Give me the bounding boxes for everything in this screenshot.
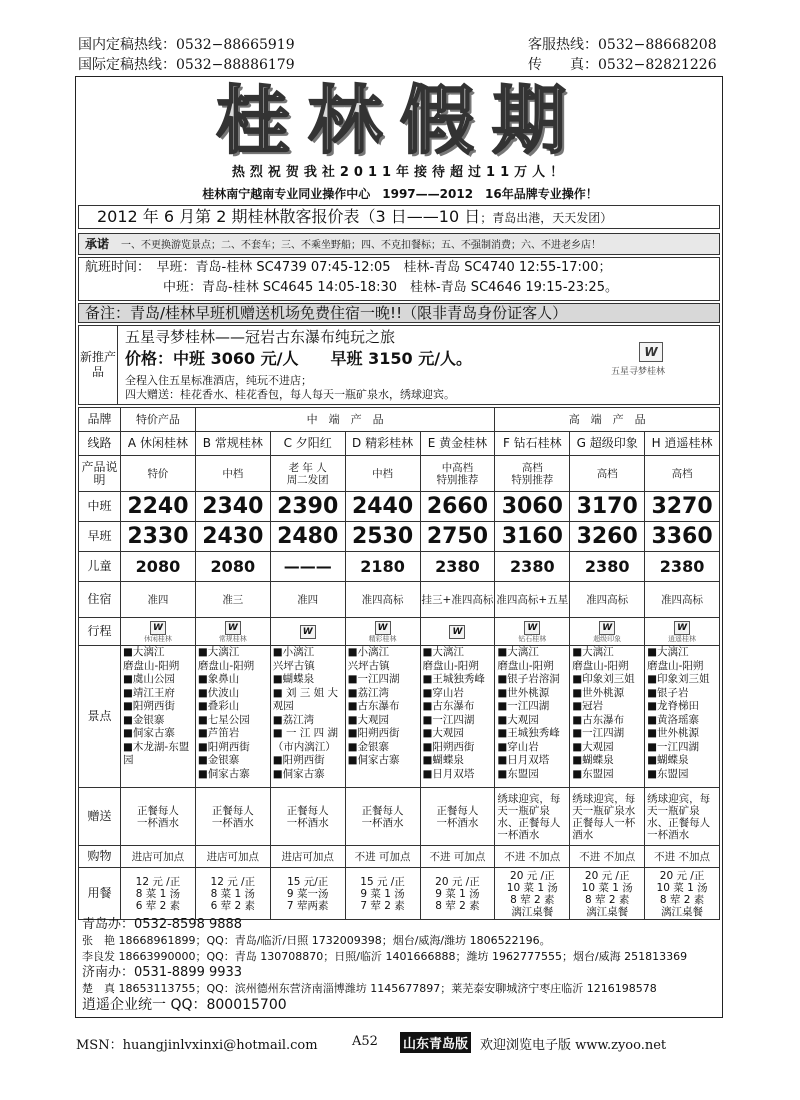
brand-high: 高 端 产 品: [495, 408, 720, 432]
child-price: 2080: [195, 552, 270, 582]
header: [0, 0, 800, 76]
route-name: C 夕阳红: [270, 432, 345, 456]
brand-mid: 中 端 产 品: [195, 408, 495, 432]
itinerary-cell[interactable]: [645, 618, 720, 646]
period-heading: [78, 205, 720, 229]
early-flight-label: 早班: [79, 522, 121, 552]
edition-badge: 山东青岛版: [400, 1032, 471, 1053]
itinerary-doc-icon[interactable]: W: [375, 621, 391, 635]
child-price: 2380: [645, 552, 720, 582]
meal-standard: 20 元 /正 9 菜 1 汤 8 荤 2 素: [420, 868, 495, 920]
child-price: 2380: [495, 552, 570, 582]
product-description: 高档: [645, 456, 720, 492]
itinerary-caption: 休闲桂林: [143, 635, 172, 643]
note-bar: 备注：青岛/桂林早班机赠送机场免费住宿一晚!!（限非青岛身份证客人）: [78, 303, 720, 323]
period-note: ；青岛出港，天天发团）: [480, 211, 613, 225]
shopping-policy: 进店可加点: [195, 846, 270, 868]
route-name: D 精彩桂林: [345, 432, 420, 456]
operation-center: 桂林南宁越南专业同业操作中心 1997——2012 16年品牌专业操作！: [202, 187, 598, 201]
attraction-list: ■大漓江 磨盘山-阳朔 ■象鼻山 ■伏波山 ■叠彩山 ■七星公园 ■芦笛岩 ■阳朔西街 ■金银寨 ■侗家古寨: [195, 646, 270, 788]
mid-flight-price: 2440: [345, 492, 420, 522]
attraction-list: ■小漓江 兴坪古镇 ■蝴蝶泉 ■ 刘 三 姐 大观园 ■荔江湾 ■ 一 江 四 湖（市内漓江） ■阳朔西街 ■侗家古寨: [270, 646, 345, 788]
shopping-policy: 不进 不加点: [645, 846, 720, 868]
itinerary-cell[interactable]: [121, 618, 196, 646]
footer: [0, 1030, 800, 1054]
child-price: 2380: [570, 552, 645, 582]
flight-times: [78, 257, 720, 301]
route-name: E 黄金桂林: [420, 432, 495, 456]
attraction-list: ■大漓江 磨盘山-阳朔 ■银子岩溶洞 ■世外桃源 ■一江四湖 ■大观园 ■王城独秀峰 ■穿山岩 ■日月双塔 ■东盟园: [495, 646, 570, 788]
meal-standard: 12 元 /正 8 菜 1 汤 6 荤 2 素: [121, 868, 196, 920]
early-flight-price: 2750: [420, 522, 495, 552]
hotel-grade: 准四高标: [645, 582, 720, 618]
new-product-price: 价格：中班 3060 元/人 早班 3150 元/人。: [125, 349, 473, 368]
mid-flight-price: 2390: [270, 492, 345, 522]
hotel-row: [79, 582, 720, 618]
itinerary-caption: 钻石桂林: [518, 635, 547, 643]
gift-detail: 正餐每人 一杯酒水: [270, 788, 345, 846]
product-description: 高档 特别推荐: [495, 456, 570, 492]
fax: 传 真：0532−82821226: [528, 57, 717, 73]
mid-flight-price: 3170: [570, 492, 645, 522]
route-label: 线路: [79, 432, 121, 456]
child-price: 2080: [121, 552, 196, 582]
attractions-row: [79, 646, 720, 788]
new-product-panel: [78, 325, 720, 405]
jinan-contact: 楚 真 18653113755；QQ：滨州德州东营济南淄博潍坊 1145677897；莱芜泰安聊城济宁枣庄临沂 1216198578: [82, 982, 657, 995]
meal-standard: 12 元 /正 8 菜 1 汤 6 荤 2 素: [195, 868, 270, 920]
contacts: [82, 917, 718, 1013]
product-description: 中档: [345, 456, 420, 492]
early-flight-price: 3160: [495, 522, 570, 552]
page-title: 桂林假期: [216, 78, 584, 164]
gift-detail: 正餐每人 一杯酒水: [195, 788, 270, 846]
price-sheet: [75, 76, 723, 1018]
product-description: 老 年 人 周二发团: [270, 456, 345, 492]
itinerary-cell[interactable]: [195, 618, 270, 646]
itinerary-caption: 超级印象: [593, 635, 622, 643]
itinerary-doc-icon[interactable]: W: [674, 621, 690, 635]
jinan-office: 济南办：0531-8899 9933: [82, 965, 243, 980]
page-number: A52: [352, 1034, 378, 1049]
itinerary-cell[interactable]: [495, 618, 570, 646]
route-name: F 钻石桂林: [495, 432, 570, 456]
shopping-policy: 不进 不加点: [495, 846, 570, 868]
mid-flight-price: 3060: [495, 492, 570, 522]
route-name: H 逍遥桂林: [645, 432, 720, 456]
qingdao-contact-1: 张 艳 18668961899；QQ：青岛/临沂/日照 1732009398；烟台/威海/潍坊 1806522196。: [82, 934, 551, 947]
msn: MSN：huangjinlvxinxi@hotmail.com: [76, 1038, 318, 1053]
intl-hotline: 国际定稿热线：0532−88886179: [78, 57, 295, 73]
itinerary-row: [79, 618, 720, 646]
early-flight-price: 2330: [121, 522, 196, 552]
itinerary-caption: 常规桂林: [218, 635, 247, 643]
shopping-policy: 进店可加点: [270, 846, 345, 868]
meal-row: [79, 868, 720, 920]
itinerary-cell[interactable]: [570, 618, 645, 646]
attraction-list: ■大漓江 磨盘山-阳朔 ■印象刘三姐 ■世外桃源 ■冠岩 ■古东瀑布 ■一江四湖 ■大观园 ■蝴蝶泉 ■东盟园: [570, 646, 645, 788]
promise-items: 一、不更换游览景点；二、不套车；三、不乘坐野船；四、不克扣餐标；五、不强制消费；六、不进老乡店！: [121, 240, 602, 251]
new-product-desc-2: 四大赠送：桂花香水、桂花香包，每人每天一瓶矿泉水，绣球迎宾。: [125, 388, 455, 401]
gift-detail: 正餐每人 一杯酒水: [345, 788, 420, 846]
mid-flight-price: 2240: [121, 492, 196, 522]
promise-bar: [78, 233, 720, 255]
itinerary-doc-icon[interactable]: W: [225, 621, 241, 635]
slogan: 热烈祝贺我社2011年接待超过11万人！: [231, 165, 569, 180]
hotel-grade: 准四高标+五星: [495, 582, 570, 618]
route-name: B 常规桂林: [195, 432, 270, 456]
service-hotline: 客服热线：0532−88668208: [528, 37, 717, 53]
meal-standard: 20 元 /正 10 菜 1 汤 8 荤 2 素 漓江桌餐: [495, 868, 570, 920]
attraction-list: ■大漓江 磨盘山-阳朔 ■王城独秀峰 ■穿山岩 ■古东瀑布 ■一江四湖 ■大观园 ■阳朔西街 ■蝴蝶泉 ■日月双塔: [420, 646, 495, 788]
brand-logo-caption: 五星寻梦桂林: [611, 367, 666, 377]
description-label: 产品说明: [79, 456, 121, 492]
gift-detail: 绣球迎宾，每天一瓶矿泉水正餐每人一杯酒水: [570, 788, 645, 846]
mid-flight-price: 3270: [645, 492, 720, 522]
attractions-label: 景点: [79, 646, 121, 788]
hotel-grade: 准三: [195, 582, 270, 618]
qingdao-contact-2: 李良发 18663990000；QQ：青岛 130708870；日照/临沂 1401666888；潍坊 1962777555；烟台/威海 251813369: [82, 950, 688, 963]
domestic-hotline: 国内定稿热线：0532−88665919: [78, 37, 295, 53]
hotel-label: 住宿: [79, 582, 121, 618]
route-row: [79, 432, 720, 456]
mid-flight-price: 2660: [420, 492, 495, 522]
new-product-label: 新推产品: [79, 326, 118, 404]
new-product-desc-1: 全程入住五星标准酒店，纯玩不进店；: [125, 374, 312, 387]
itinerary-cell[interactable]: [345, 618, 420, 646]
gift-row: [79, 788, 720, 846]
child-price: 2180: [345, 552, 420, 582]
promise-label: 承诺: [85, 237, 110, 251]
new-product-name: 五星寻梦桂林——冠岩古东瀑布纯玩之旅: [125, 328, 396, 346]
mid-flight-price: 2340: [195, 492, 270, 522]
shopping-policy: 不进 可加点: [420, 846, 495, 868]
brand-logo-icon: W: [639, 342, 663, 362]
shopping-label: 购物: [79, 846, 121, 868]
shopping-policy: 不进 可加点: [345, 846, 420, 868]
gift-detail: 绣球迎宾，每天一瓶矿泉水、正餐每人一杯酒水: [645, 788, 720, 846]
child-label: 儿童: [79, 552, 121, 582]
attraction-list: ■大漓江 磨盘山-阳朔 ■虞山公园 ■靖江王府 ■阳朔西街 ■金银寨 ■侗家古寨 ■木龙湖-东盟园: [121, 646, 196, 788]
child-price: ———: [270, 552, 345, 582]
itinerary-doc-icon[interactable]: W: [524, 621, 540, 635]
itinerary-doc-icon[interactable]: W: [449, 625, 465, 639]
meal-standard: 15 元 /正 9 菜 1 汤 7 荤 2 素: [345, 868, 420, 920]
hotel-grade: 准四高标: [570, 582, 645, 618]
child-price: 2380: [420, 552, 495, 582]
meal-label: 用餐: [79, 868, 121, 920]
price-table: [78, 407, 720, 920]
gift-detail: 正餐每人 一杯酒水: [420, 788, 495, 846]
hotel-grade: 准四: [121, 582, 196, 618]
shopping-policy: 不进 不加点: [570, 846, 645, 868]
brand-row: [79, 408, 720, 432]
attraction-list: ■大漓江 磨盘山-阳朔 ■印象刘三姐 ■银子岩 ■龙脊梯田 ■黄洛瑶寨 ■世外桃源 ■一江四湖 ■蝴蝶泉 ■东盟园: [645, 646, 720, 788]
hotel-grade: 挂三+准四高标: [420, 582, 495, 618]
flight-line-mid: 中班：青岛-桂林 SC4645 14:05-18:30 桂林-青岛 SC4646 19:15-23:25。: [85, 280, 618, 295]
product-description: 特价: [121, 456, 196, 492]
itinerary-caption: 精彩桂林: [368, 635, 397, 643]
mid-flight-price-row: [79, 492, 720, 522]
product-description: 高档: [570, 456, 645, 492]
description-row: [79, 456, 720, 492]
period-main: 2012 年 6 月第 2 期桂林散客报价表（3 日——10 日: [97, 207, 481, 226]
flight-line-early: 航班时间： 早班：青岛-桂林 SC4739 07:45-12:05 桂林-青岛 SC4740 12:55-17:00；: [85, 260, 612, 275]
itinerary-cell[interactable]: [420, 618, 495, 646]
meal-standard: 20 元 /正 10 菜 1 汤 8 荤 2 素 漓江桌餐: [645, 868, 720, 920]
mid-flight-label: 中班: [79, 492, 121, 522]
gift-label: 赠送: [79, 788, 121, 846]
attraction-list: ■小漓江 兴坪古镇 ■一江四湖 ■荔江湾 ■古东瀑布 ■大观园 ■阳朔西街 ■金银寨 ■侗家古寨: [345, 646, 420, 788]
early-flight-price-row: [79, 522, 720, 552]
unified-qq: 逍遥企业统一 QQ：800015700: [82, 997, 287, 1013]
gift-detail: 正餐每人 一杯酒水: [121, 788, 196, 846]
itinerary-doc-icon[interactable]: W: [300, 625, 316, 639]
hotel-grade: 准四高标: [345, 582, 420, 618]
gift-detail: 绣球迎宾，每天一瓶矿泉水、正餐每人一杯酒水: [495, 788, 570, 846]
early-flight-price: 3360: [645, 522, 720, 552]
early-flight-price: 2430: [195, 522, 270, 552]
child-price-row: [79, 552, 720, 582]
qingdao-office: 青岛办：0532-8598 9888: [82, 917, 243, 932]
product-description: 中高档 特别推荐: [420, 456, 495, 492]
meal-standard: 20 元 /正 10 菜 1 汤 8 荤 2 素 漓江桌餐: [570, 868, 645, 920]
brand-special: 特价产品: [121, 408, 196, 432]
itinerary-doc-icon[interactable]: W: [599, 621, 615, 635]
itinerary-doc-icon[interactable]: W: [150, 621, 166, 635]
early-flight-price: 3260: [570, 522, 645, 552]
itinerary-caption: 逍遥桂林: [668, 635, 697, 643]
welcome-text: 欢迎浏览电子版 www.zyoo.net: [480, 1038, 667, 1053]
shopping-policy: 进店可加点: [121, 846, 196, 868]
meal-standard: 15 元/正 9 菜一汤 7 荤两素: [270, 868, 345, 920]
hotel-grade: 准四: [270, 582, 345, 618]
early-flight-price: 2530: [345, 522, 420, 552]
route-name: G 超级印象: [570, 432, 645, 456]
shopping-row: [79, 846, 720, 868]
itinerary-label: 行程: [79, 618, 121, 646]
brand-label: 品牌: [79, 408, 121, 432]
product-description: 中档: [195, 456, 270, 492]
route-name: A 休闲桂林: [121, 432, 196, 456]
itinerary-cell[interactable]: [270, 618, 345, 646]
early-flight-price: 2480: [270, 522, 345, 552]
